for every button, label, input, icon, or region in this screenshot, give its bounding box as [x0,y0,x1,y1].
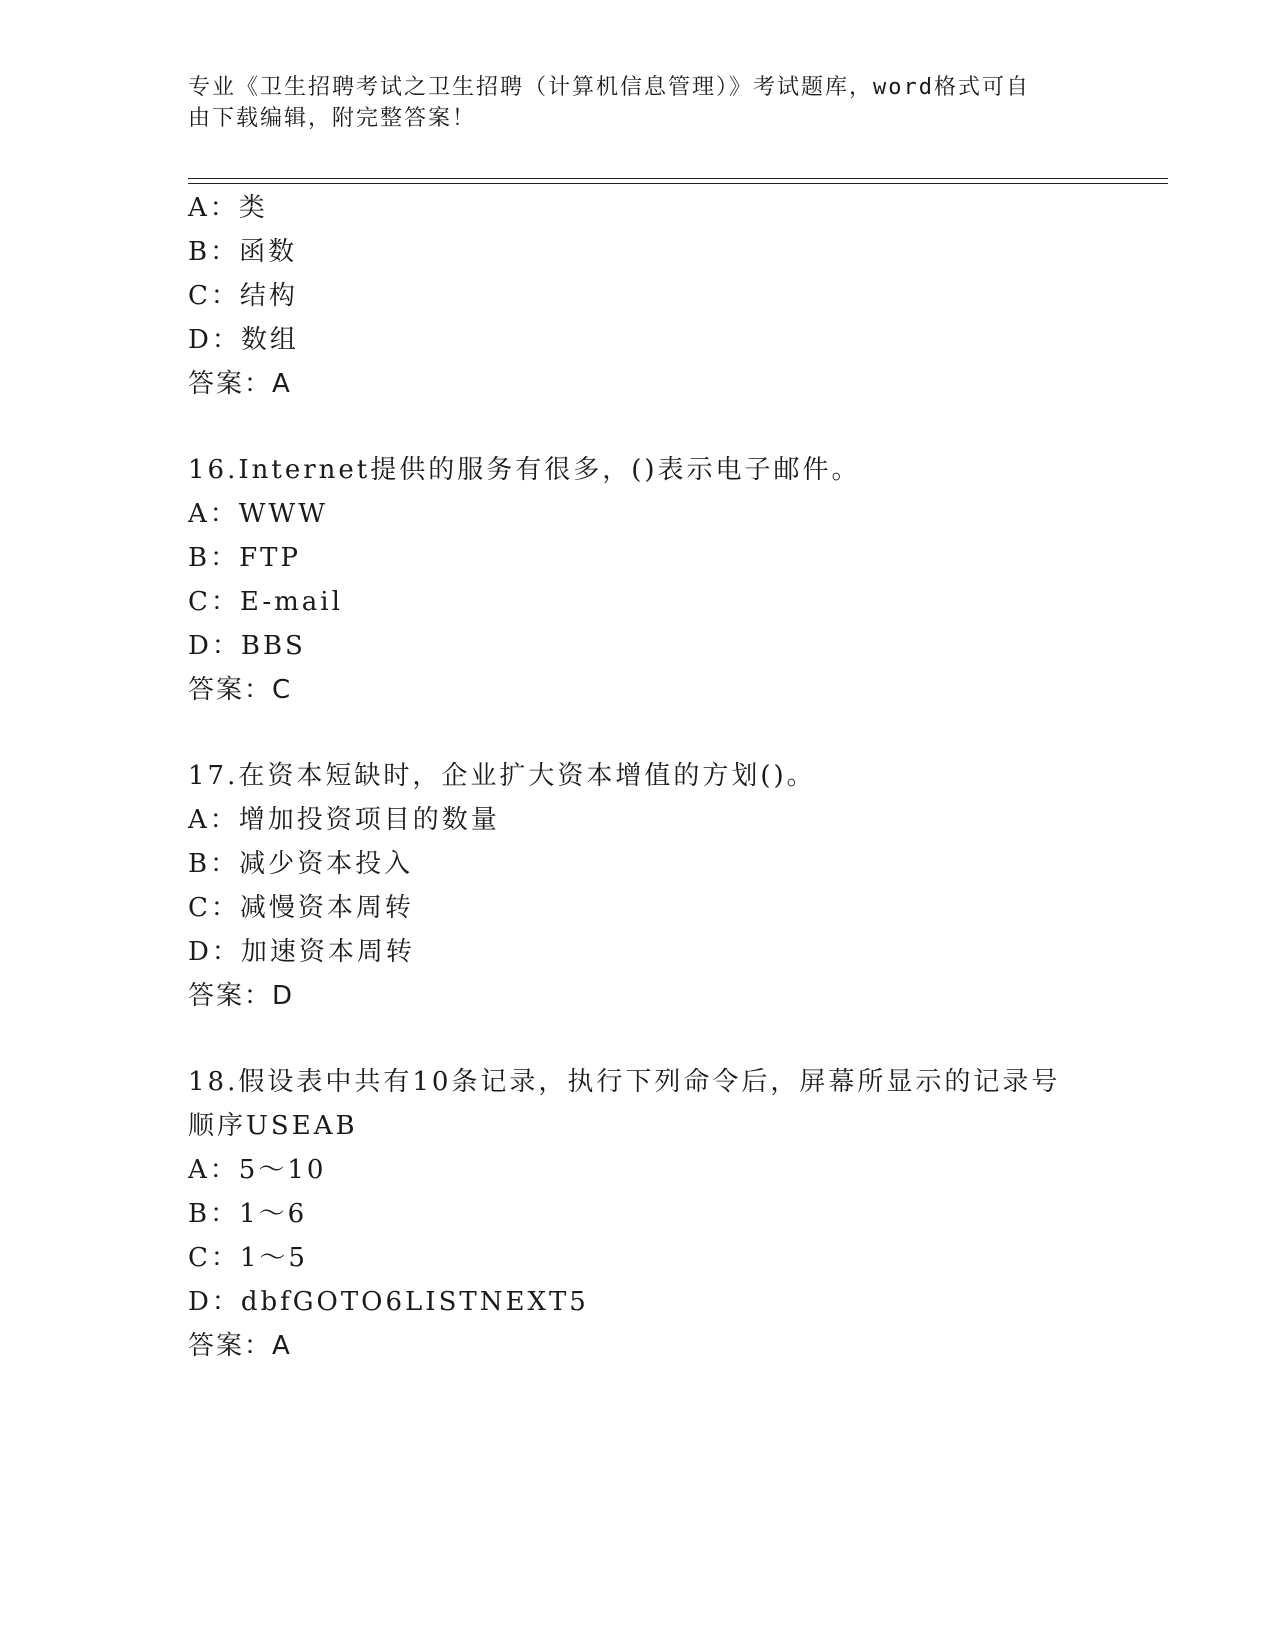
q18-option-c: C：1～5 [188,1243,308,1273]
q18-answer: 答案：A [188,1331,292,1361]
document-header [188,72,1068,134]
q17-stem: 17.在资本短缺时，企业扩大资本增值的方划()。 [188,761,816,791]
q16-stem: 16.Internet提供的服务有很多，()表示电子邮件。 [188,455,861,485]
q16-option-b: B：FTP [188,543,301,573]
header-divider-top [188,178,1168,179]
q15-option-a: A：类 [188,193,268,223]
header-divider-bottom [188,183,1168,184]
q16-answer: 答案：C [188,675,293,705]
q15-answer: 答案：A [188,369,292,399]
q18-option-d: D：dbfGOTO6LISTNEXT5 [188,1287,589,1317]
q17-answer: 答案：D [188,981,295,1011]
q18-option-a: A：5～10 [188,1155,327,1185]
q15-option-b: B：函数 [188,237,298,267]
q17-option-c: C：减慢资本周转 [188,893,414,923]
header-line-1: 专业《卫生招聘考试之卫生招聘（计算机信息管理）》考试题库，word格式可自 [188,75,1030,100]
q18-stem-line-2: 顺序USEAB [188,1111,358,1141]
q18-option-b: B：1～6 [188,1199,308,1229]
q17-option-a: A：增加投资项目的数量 [188,805,500,835]
q17-option-d: D：加速资本周转 [188,937,415,967]
q15-option-d: D：数组 [188,325,299,355]
q17-option-b: B：减少资本投入 [188,849,414,879]
q16-option-d: D：BBS [188,631,306,661]
q16-option-a: A：WWW [188,499,328,529]
q15-option-c: C：结构 [188,281,298,311]
q18-stem-line-1: 18.假设表中共有10条记录，执行下列命令后，屏幕所显示的记录号 [188,1067,1061,1097]
header-line-2: 由下载编辑，附完整答案！ [188,106,477,131]
q16-option-c: C：E-mail [188,587,343,617]
